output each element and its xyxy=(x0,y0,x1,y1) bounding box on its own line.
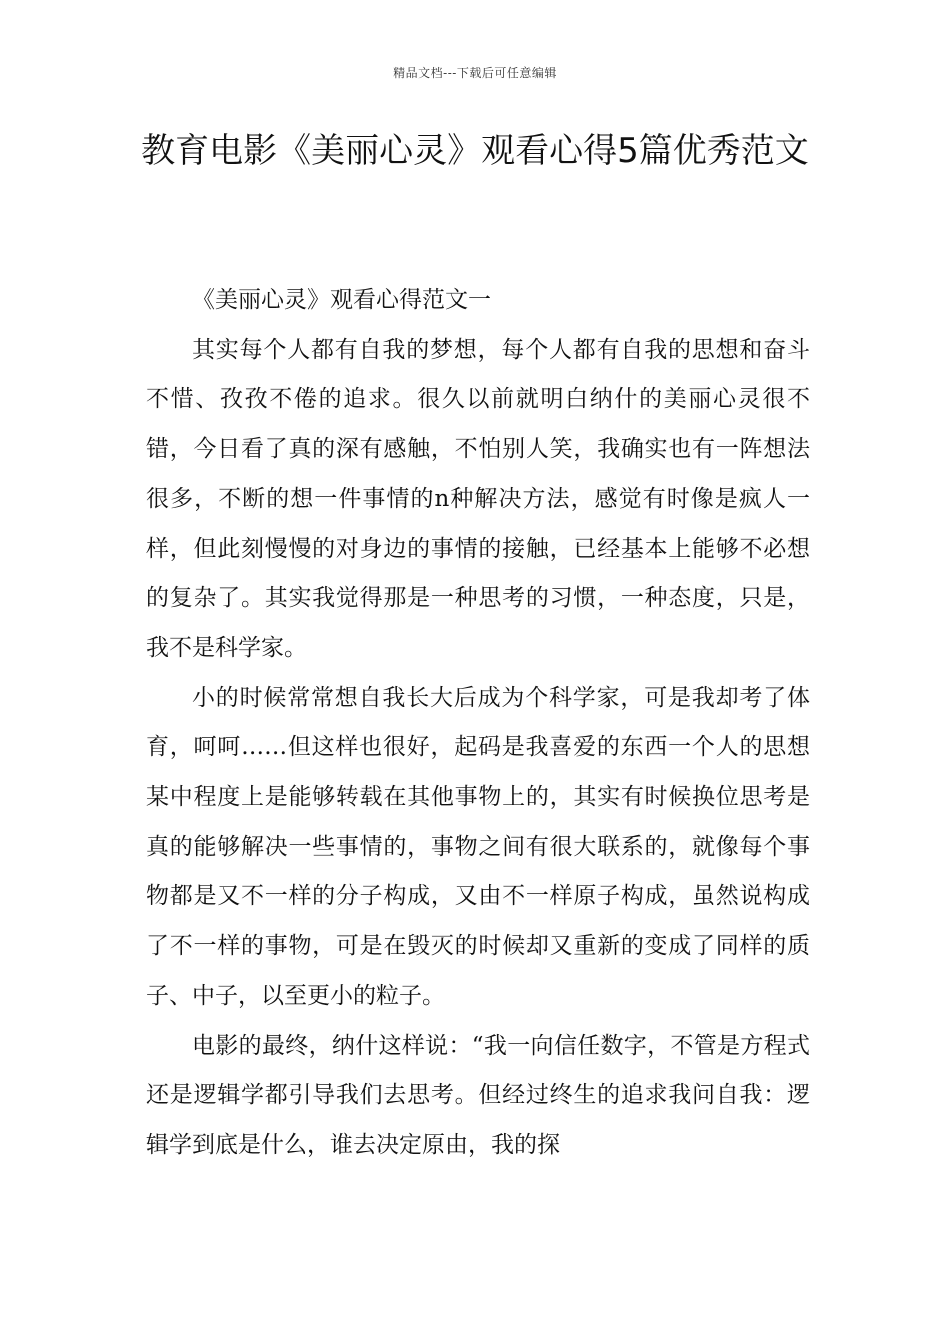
document-title: 教育电影《美丽心灵》观看心得5篇优秀范文 xyxy=(141,131,809,171)
paragraph: 电影的最终，纳什这样说：“我一向信任数字，不管是方程式还是逻辑学都引导我们去思考。但经过终生的追求我问自我：逻辑学到底是什么，谁去决定原由，我的探 xyxy=(146,1032,810,1158)
header-note: 精品文档---下载后可任意编辑 xyxy=(393,66,557,80)
paragraph: 小的时候常常想自我长大后成为个科学家，可是我却考了体育，呵呵……但这样也很好，起码是我喜爱的东西一个人的思想某中程度上是能够转载在其他事物上的，其实有时候换位思考是真的能够解决一些事情的，事物之间有很大联系的，就像每个事物都是又不一样的分子构成，又由不一样原子构成，虽然说构成了不一样的事物，可是在毁灭的时候却又重新的变成了同样的质子、中子，以至更小的粒子。 xyxy=(146,684,810,1009)
document-body xyxy=(146,276,810,1171)
paragraph: 其实每个人都有自我的梦想，每个人都有自我的思想和奋斗不惜、孜孜不倦的追求。很久以前就明白纳什的美丽心灵很不错，今日看了真的深有感触，不怕别人笑，我确实也有一阵想法很多，不断的想一件事情的n种解决方法，感觉有时像是疯人一样，但此刻慢慢的对身边的事情的接触，已经基本上能够不必想的复杂了。其实我觉得那是一种思考的习惯，一种态度，只是，我不是科学家。 xyxy=(146,336,810,661)
section-heading: 《美丽心灵》观看心得范文一 xyxy=(192,287,491,313)
